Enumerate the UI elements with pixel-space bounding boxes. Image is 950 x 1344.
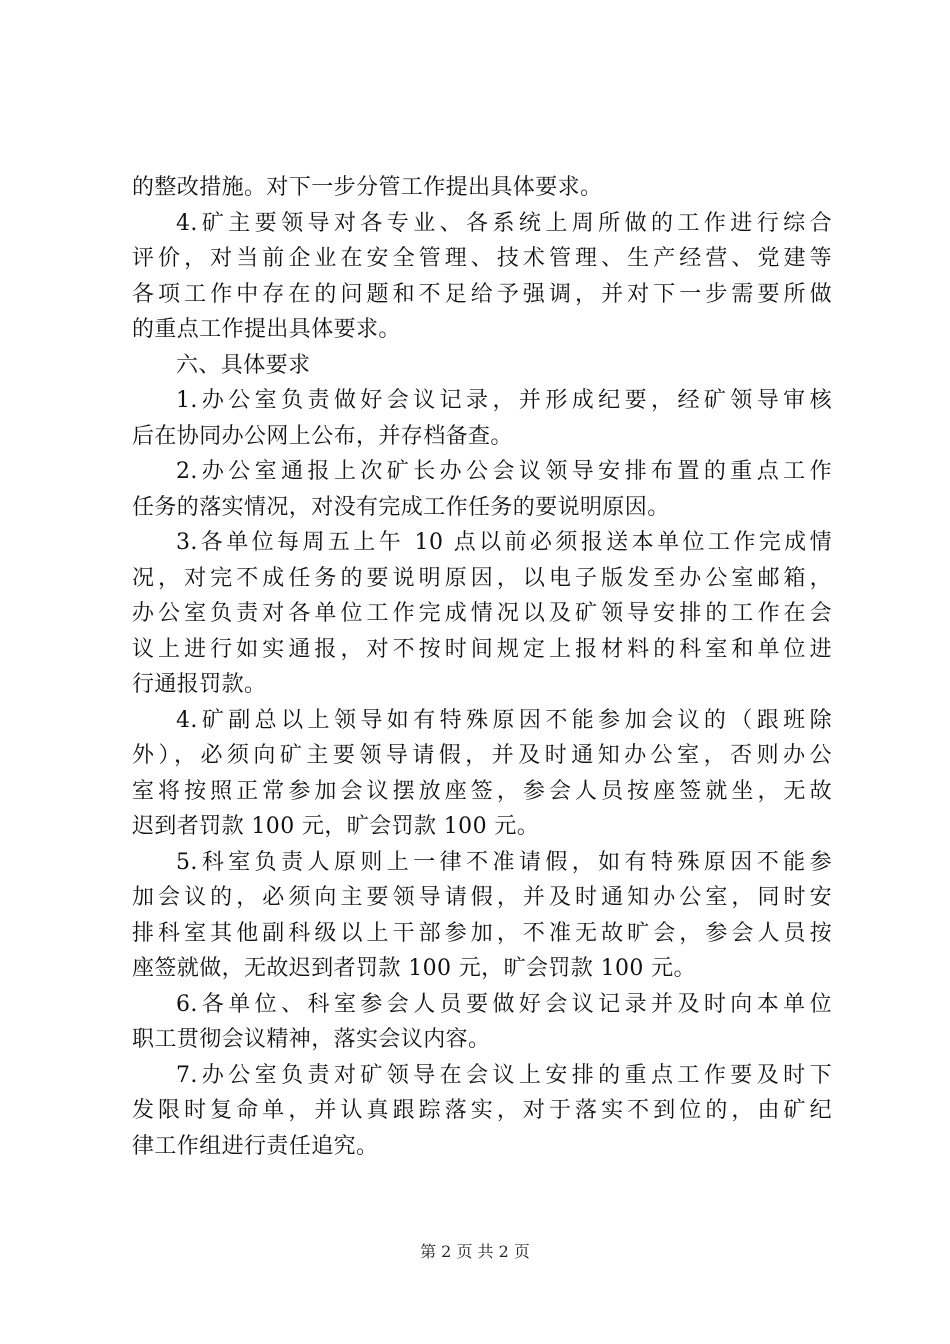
- text-line: 4.矿主要领导对各专业、各系统上周所做的工作进行综合: [176, 210, 832, 236]
- text-line: 5.科室负责人原则上一律不准请假，如有特殊原因不能参: [176, 849, 832, 875]
- text-line: 况，对完不成任务的要说明原因，以电子版发至办公室邮箱，: [132, 565, 832, 591]
- text-line: 7.办公室负责对矿领导在会议上安排的重点工作要及时下: [176, 1062, 832, 1088]
- text-line: 迟到者罚款 100 元，旷会罚款 100 元。: [132, 814, 540, 839]
- text-line: 排科室其他副科级以上干部参加，不准无故旷会，参会人员按: [132, 920, 832, 946]
- text-line: 室将按照正常参加会议摆放座签，参会人员按座签就坐，无故: [132, 778, 832, 804]
- text-line: 各项工作中存在的问题和不足给予强调，并对下一步需要所做: [132, 281, 832, 307]
- text-line: 加会议的，必须向主要领导请假，并及时通知办公室，同时安: [132, 885, 832, 910]
- text-line: 议上进行如实通报，对不按时间规定上报材料的科室和单位进: [132, 636, 832, 662]
- text-line: 行通报罚款。: [132, 672, 267, 697]
- text-line: 的重点工作提出具体要求。: [132, 317, 401, 342]
- document-body: [132, 170, 832, 1164]
- text-line: 办公室负责对各单位工作完成情况以及矿领导安排的工作在会: [132, 601, 832, 626]
- text-line: 任务的落实情况，对没有完成工作任务的要说明原因。: [132, 494, 670, 520]
- text-line: 六、具体要求: [176, 352, 311, 378]
- text-line: 2.办公室通报上次矿长办公会议领导安排布置的重点工作: [176, 459, 832, 484]
- text-line: 外），必须向矿主要领导请假，并及时通知办公室，否则办公: [132, 743, 832, 768]
- text-line: 职工贯彻会议精神，落实会议内容。: [132, 1027, 491, 1052]
- text-line: 3.各单位每周五上午 10 点以前必须报送本单位工作完成情: [176, 530, 832, 555]
- page-footer: 第 2 页 共 2 页: [420, 1242, 530, 1261]
- text-line: 4.矿副总以上领导如有特殊原因不能参加会议的（跟班除: [176, 707, 832, 733]
- text-line: 评价，对当前企业在安全管理、技术管理、生产经营、党建等: [132, 246, 832, 271]
- text-line: 后在协同办公网上公布，并存档备查。: [132, 423, 513, 449]
- text-line: 律工作组进行责任追究。: [132, 1133, 379, 1159]
- text-line: 6.各单位、科室参会人员要做好会议记录并及时向本单位: [176, 991, 832, 1017]
- text-line: 座签就做，无故迟到者罚款 100 元，旷会罚款 100 元。: [132, 956, 696, 981]
- text-line: 发限时复命单，并认真跟踪落实，对于落实不到位的，由矿纪: [132, 1098, 832, 1123]
- text-line: 1.办公室负责做好会议记录，并形成纪要，经矿领导审核: [176, 388, 832, 413]
- text-line: 的整改措施。对下一步分管工作提出具体要求。: [132, 175, 603, 200]
